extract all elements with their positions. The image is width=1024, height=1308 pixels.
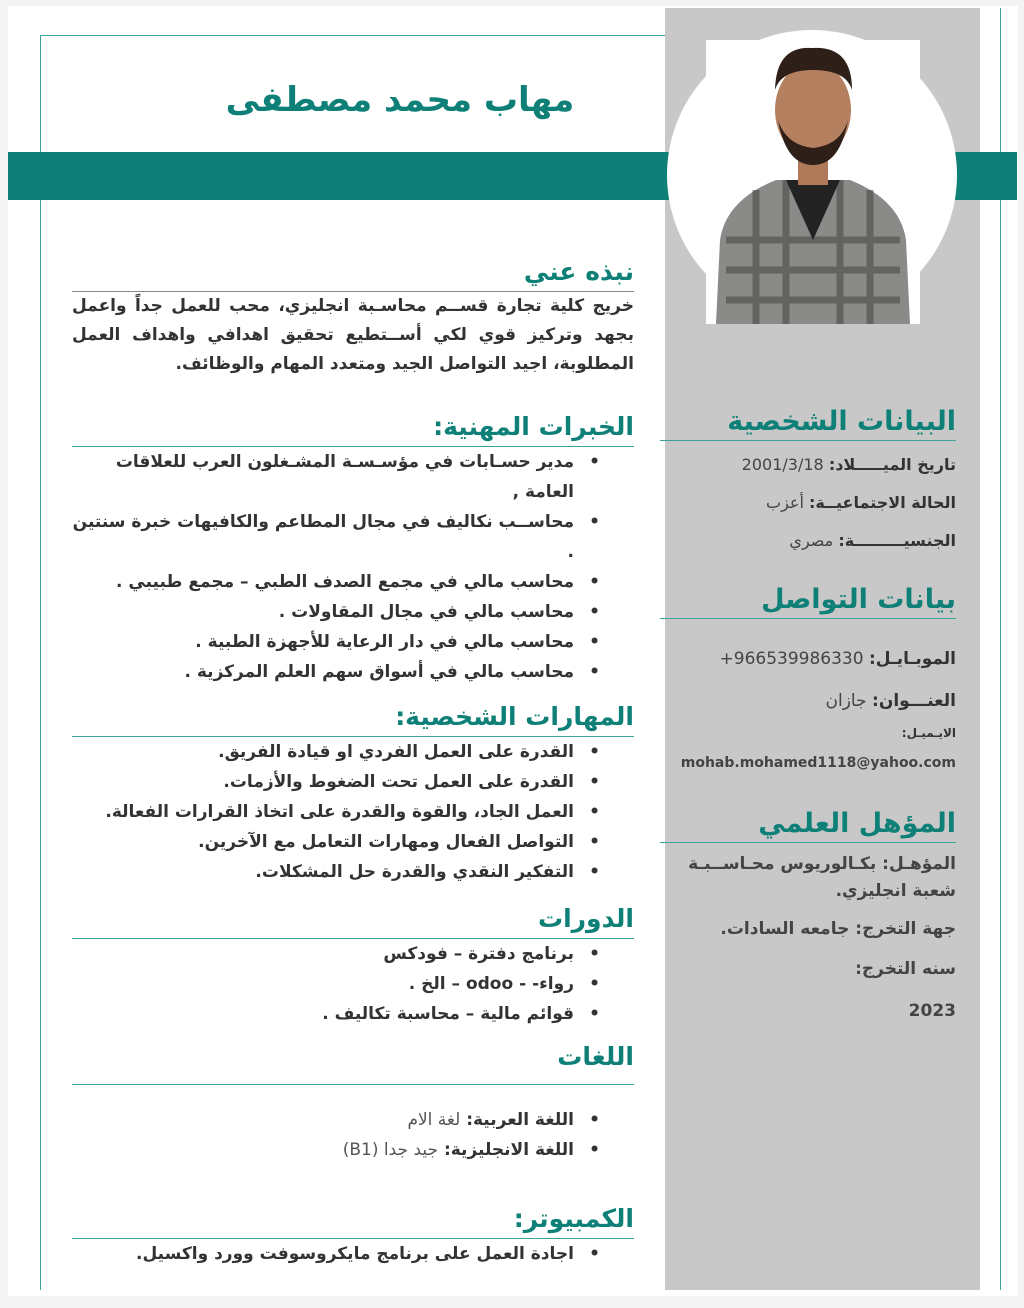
address: جازان: [825, 691, 867, 711]
skills-section: [72, 700, 634, 887]
list-item: [72, 1105, 634, 1135]
marital-status: أعزب: [766, 493, 804, 512]
nationality-label: الجنسيـــــــــة:: [838, 531, 956, 550]
list-item: • محاسب مالي في أسواق سهم العلم المركزية .: [72, 657, 634, 687]
university: جامعه السادات.: [720, 919, 850, 939]
contact-section: [660, 582, 956, 773]
computer-section: [72, 1202, 634, 1269]
mobile-label: الموبـايـل:: [868, 649, 956, 669]
list-item: • القدرة على العمل تحت الضغوط والأزمات.: [72, 767, 634, 797]
list-item: • محاسب مالي في دار الرعاية للأجهزة الطبية .: [72, 627, 634, 657]
education-heading: المؤهل العلمي: [660, 806, 956, 843]
about-section: [72, 255, 634, 379]
list-item: • برنامج دفترة – فودكس: [72, 939, 634, 969]
university-label: جهة التخرج:: [855, 919, 956, 939]
birth-label: تاريخ الميـــــلاد:: [828, 455, 956, 474]
degree-label: المؤهـل:: [882, 854, 956, 874]
list-item: • القدرة على العمل الفردي او قيادة الفريق.: [72, 737, 634, 767]
nationality: مصري: [789, 531, 834, 550]
contact-heading: بيانات التواصل: [660, 582, 956, 619]
list-item: • قوائم مالية – محاسبة تكاليف .: [72, 999, 634, 1029]
marital-label: الحالة الاجتماعيــة:: [808, 493, 956, 512]
about-heading: نبذه عني: [72, 255, 634, 292]
address-label: العنـــوان:: [872, 691, 956, 711]
experience-heading: الخبرات المهنية:: [72, 410, 634, 447]
candidate-name: مهاب محمد مصطفى: [225, 80, 575, 120]
list-item: • التواصل الفعال ومهارات التعامل مع الآخرين.: [72, 827, 634, 857]
email[interactable]: mohab.mohamed1118@yahoo.com: [680, 755, 956, 771]
birth-date: 2001/3/18: [741, 455, 824, 474]
language-label: اللغة الانجليزية:: [443, 1140, 574, 1160]
header-band: [8, 152, 670, 200]
courses-section: [72, 902, 634, 1029]
list-item: • التفكير النقدي والقدرة حل المشكلات.: [72, 857, 634, 887]
courses-heading: الدورات: [72, 902, 634, 939]
computer-heading: الكمبيوتر:: [72, 1202, 634, 1239]
graduation-year-label: سنه التخرج:: [855, 959, 956, 979]
email-label: الايـميـل:: [901, 726, 956, 740]
graduation-year: 2023: [908, 1001, 956, 1021]
border-line: [40, 35, 41, 1290]
about-text: خريج كلية تجارة قســم محاسـبة انجليزي، محب للعمل جداً واعمل بجهد وتركيز قوي لكي أســتطيع تحقيق اهدافي واهداف العمل المطلوبة، اجيد التواصل الجيد ومتعدد المهام والوظائف.: [72, 296, 634, 374]
education-section: [660, 806, 956, 1021]
personal-section: [660, 404, 956, 551]
list-item: • مدير حسـابات في مؤسـسـة المشـغلون العرب للعلاقات العامة ,: [72, 447, 634, 507]
list-item: • محاسب مالي في مجال المقاولات .: [72, 597, 634, 627]
border-line: [1000, 8, 1001, 1290]
list-item: • رواء- - odoo – الخ .: [72, 969, 634, 999]
list-item: • محاســب نكاليف في مجال المطاعم والكافيهات خبرة سنتين .: [72, 507, 634, 567]
degree: بكـالوريوس محـاســبـة شعبة انجليزي.: [688, 854, 956, 901]
language-level: لغة الام: [407, 1110, 461, 1130]
list-item: • اجادة العمل على برنامج مايكروسوفت وورد واكسيل.: [72, 1239, 634, 1269]
header-band: [955, 152, 1017, 200]
experience-section: [72, 410, 634, 687]
list-item: • العمل الجاد، والقوة والقدرة على اتخاذ القرارات الفعالة.: [72, 797, 634, 827]
languages-section: [72, 1040, 634, 1165]
list-item: • محاسب مالي في مجمع الصدف الطبي – مجمع طبيبي .: [72, 567, 634, 597]
border-line: [40, 35, 665, 36]
profile-photo: [706, 40, 920, 324]
skills-heading: المهارات الشخصية:: [72, 700, 634, 737]
mobile-number: +966539986330: [719, 649, 864, 669]
language-label: اللغة العربية:: [466, 1110, 574, 1130]
languages-heading: اللغات: [72, 1040, 634, 1085]
personal-heading: البيانات الشخصية: [660, 404, 956, 441]
list-item: [72, 1135, 634, 1165]
language-level: جيد جدا (B1): [342, 1140, 439, 1160]
